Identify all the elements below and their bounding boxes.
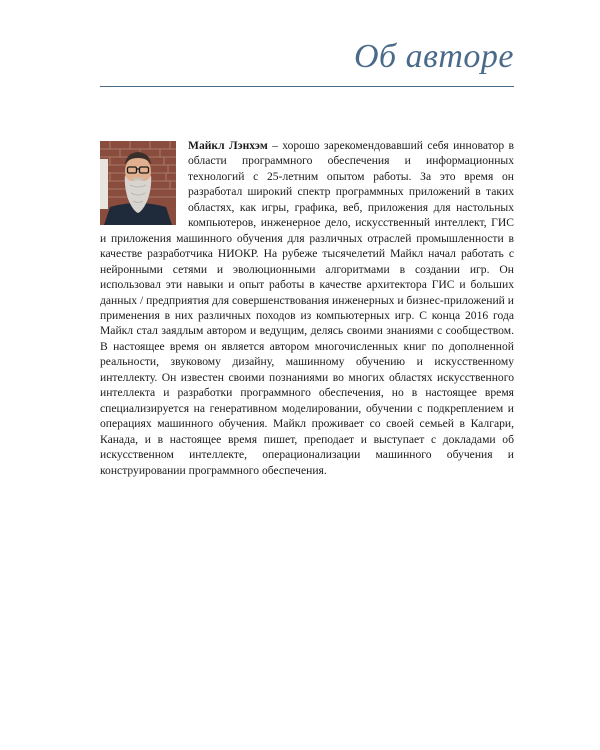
author-portrait-image bbox=[100, 141, 176, 225]
author-name: Майкл Лэнхэм bbox=[188, 139, 268, 152]
chapter-title: Об авторе bbox=[353, 38, 514, 75]
author-bio bbox=[100, 138, 514, 478]
author-photo bbox=[100, 141, 176, 225]
bio-text: – хорошо зарекомендовавший себя инноватор в области программного обеспечения и информационных технологий с 25-летним опытом работы. За это время он разработал широкий спектр программных приложений в таких областях, как игры, графика, веб, приложения для настольных компьютеров, инженерное дело, искусственный интеллект, ГИС и приложения машинного обучения для различных отраслей промышленности в качестве разработчика НИОКР. На рубеже тысячелетий Майкл начал работать с нейронными сетями и эволюционными алгоритмами в создании игр. Он использовал эти навыки и опыт работы в качестве архитектора ГИС и больших данных / предприятия для совершенствования инженерных и бизнес-приложений и применения в них различных походов из компьютерных игр. С конца 2016 года Майкл стал заядлым автором и ведущим, делясь своими знаниями с сообществом. В настоящее время он является автором многочисленных книг по дополненной реальности, звуковому дизайну, машинному обучению и искусственному интеллекту. Он известен своими познаниями во многих областях искусственного интеллекта и разработки программного обеспечения, но в настоящее время специализируется на генеративном моделировании, обучении с подкреплением и операциях машинного обучения. Майкл проживает со своей семьей в Калгари, Канада, и в настоящее время пишет, преподает и выступает с докладами об искусственном интеллекте, операционализации машинного обучения и конструировании программного обеспечения. bbox=[100, 139, 514, 477]
title-divider bbox=[100, 86, 514, 87]
